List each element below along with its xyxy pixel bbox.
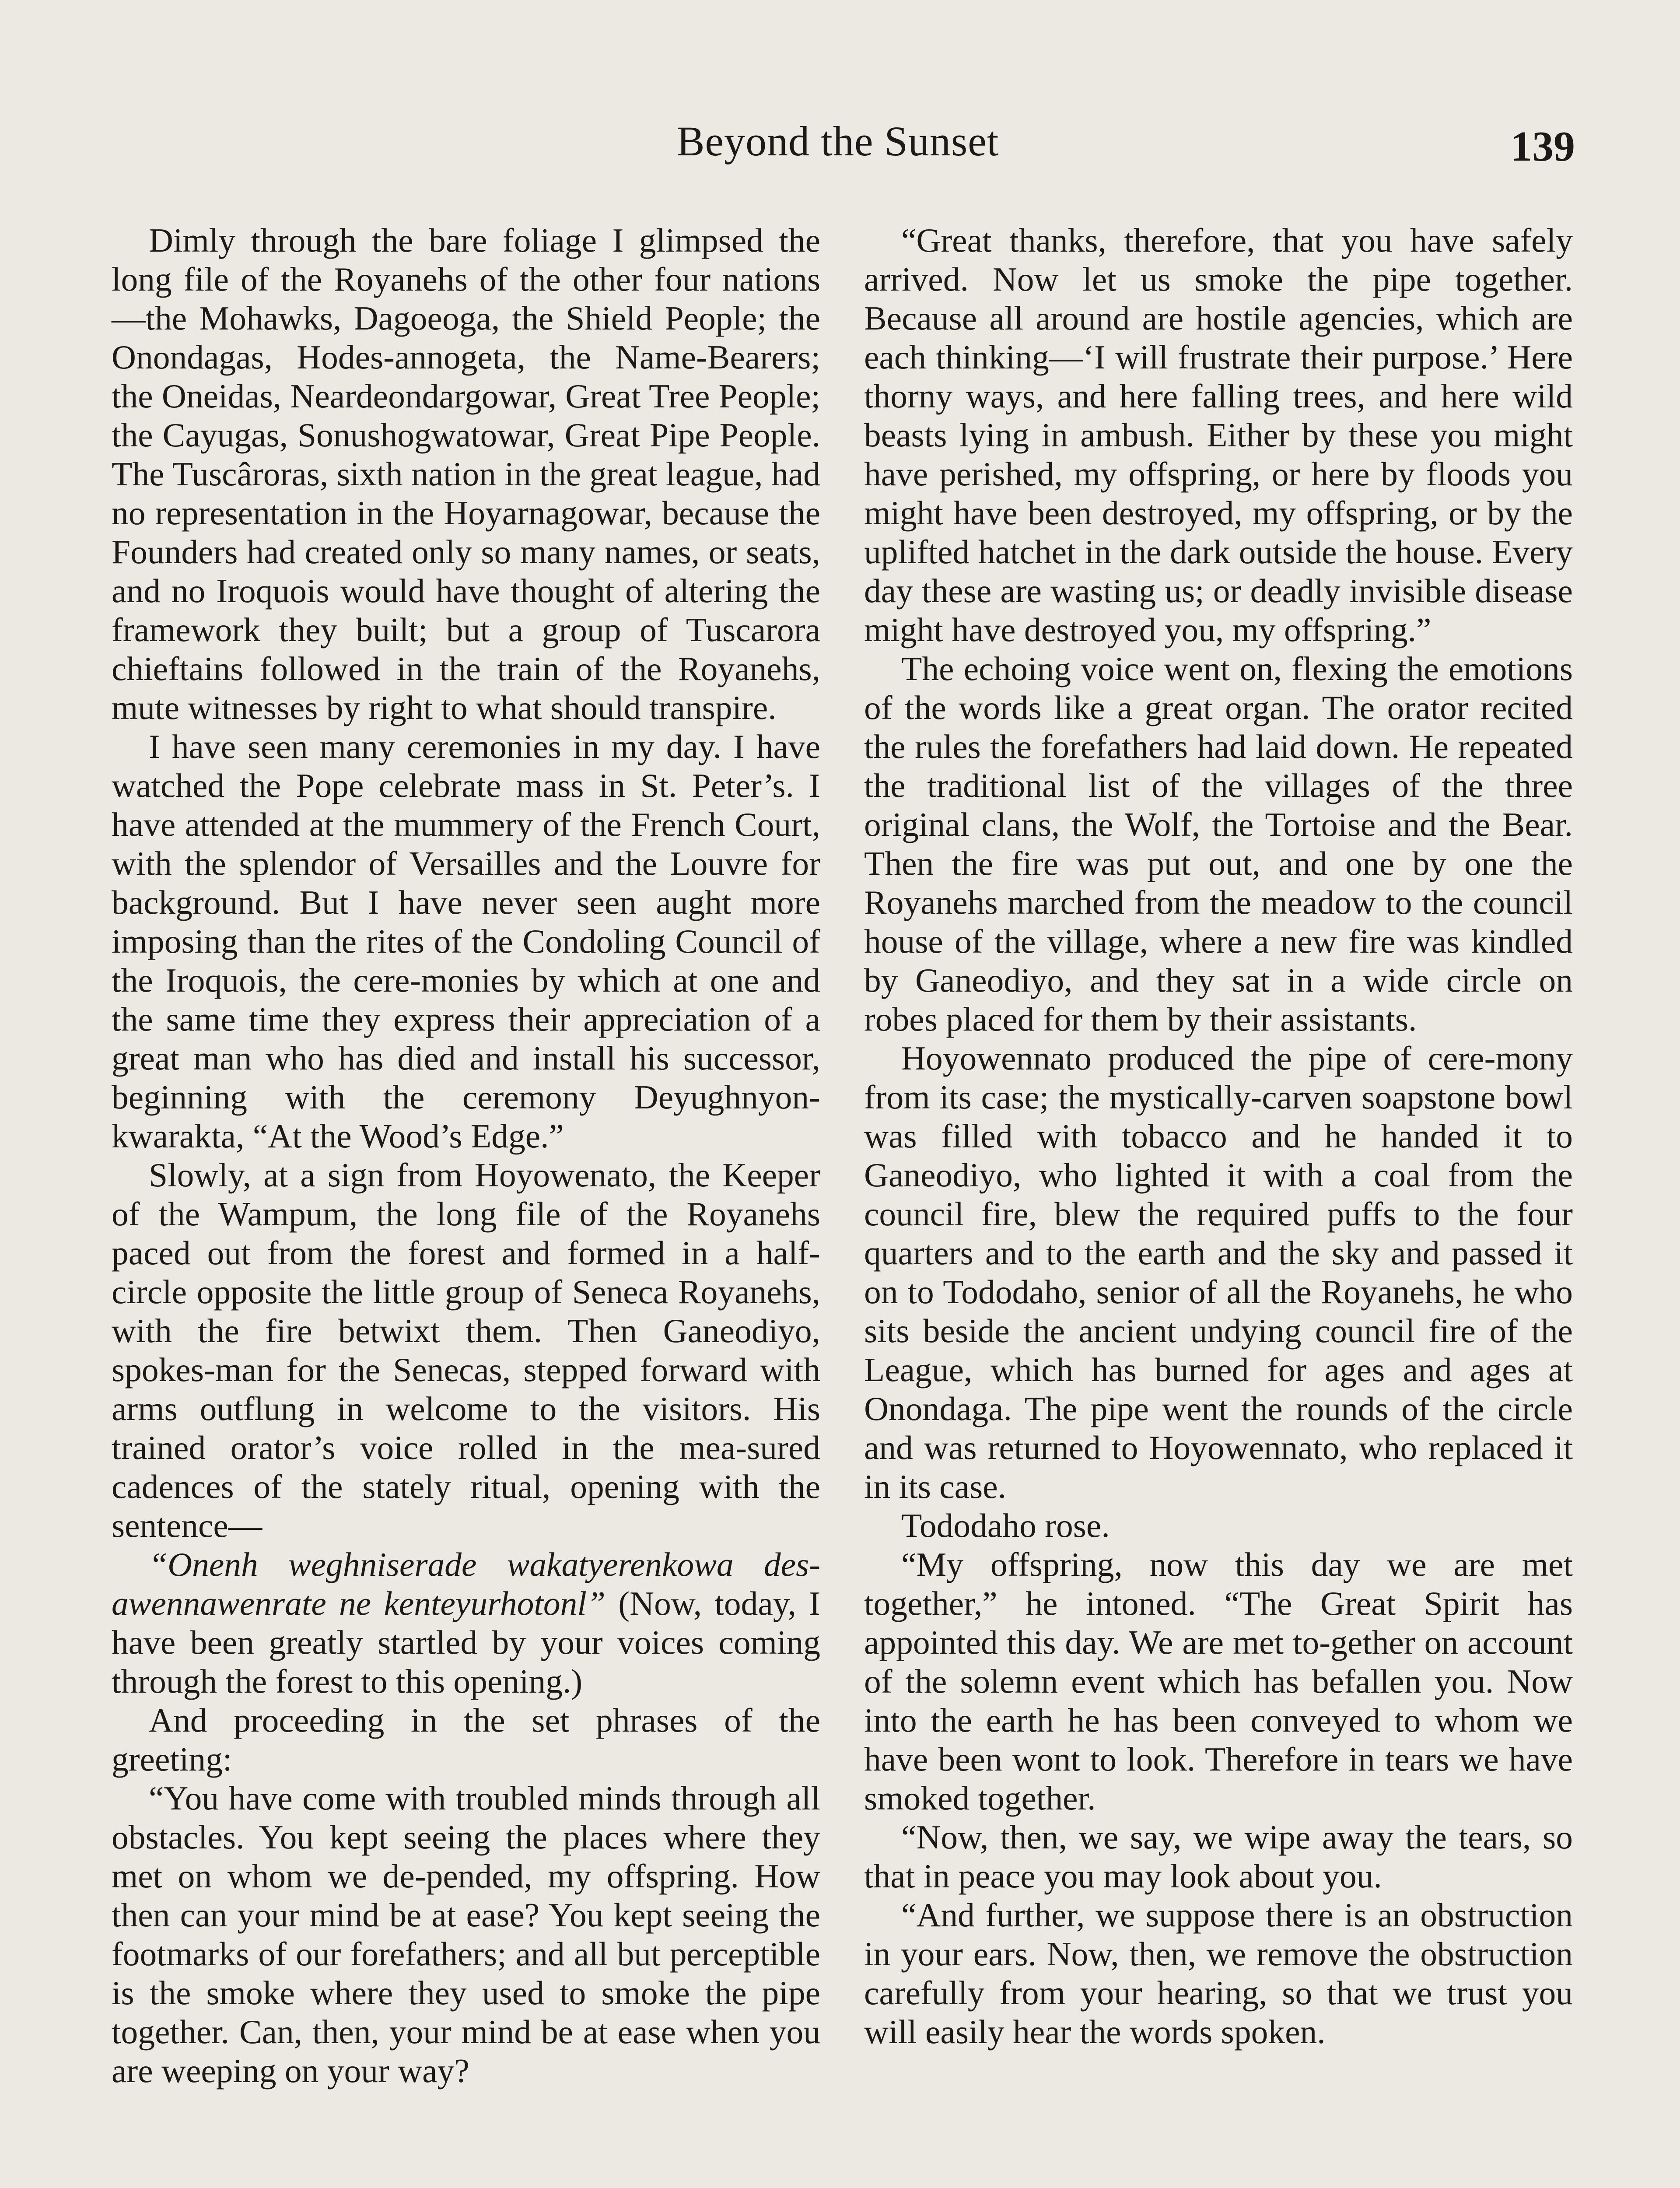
paragraph: “Great thanks, therefore, that you have safely arrived. Now let us smoke the pipe together. Because all around are hostile agencies, which are each thinking—‘I will frustrate their purpose.’ Here thorny ways, and here falling trees, and here wild beasts lying in ambush. Either by these you might have perished, my offspring, or here by floods you might have been destroyed, my offspring, or by the uplifted hatchet in the dark outside the house. Every day these are wasting us; or deadly invisible disease might have destroyed you, my offspring.” bbox=[864, 221, 1573, 649]
paragraph bbox=[112, 1545, 820, 1701]
paragraph: “Now, then, we say, we wipe away the tears, so that in peace you may look about you. bbox=[864, 1818, 1573, 1895]
running-title: Beyond the Sunset bbox=[676, 118, 999, 165]
quote-translation: (Now, today, I have been greatly startled by your voices coming through the forest to this opening.) bbox=[112, 1585, 821, 1700]
paragraph: And proceeding in the set phrases of the greeting: bbox=[112, 1701, 820, 1778]
paragraph: Hoyowennato produced the pipe of cere-mony from its case; the mystically-carven soapstone bowl was filled with tobacco and he handed it to Ganeodiyo, who lighted it with a coal from the council fire, blew the required puffs to the four quarters and to the earth and the sky and passed it on to Tododaho, senior of all the Royanehs, he who sits beside the ancient undying council fire of the League, which has burned for ages and ages at Onondaga. The pipe went the rounds of the circle and was returned to Hoyowennato, who replaced it in its case. bbox=[864, 1039, 1573, 1505]
paragraph: Slowly, at a sign from Hoyowenato, the Keeper of the Wampum, the long file of the Royanehs paced out from the forest and formed in a half-circle opposite the little group of Seneca Royanehs, with the fire betwixt them. Then Ganeodiyo, spokes-man for the Senecas, stepped forward with arms outflung in welcome to the visitors. His trained orator’s voice rolled in the mea-sured cadences of the stately ritual, opening with the sentence— bbox=[112, 1156, 820, 1544]
page-number: 139 bbox=[1511, 123, 1575, 170]
paragraph: I have seen many ceremonies in my day. I have watched the Pope celebrate mass in St. Peter’s. I have attended at the mummery of the French Court, with the splendor of Versailles and the Louvre for background. But I have never seen aught more imposing than the rites of the Condoling Council of the Iroquois, the cere-monies by which at one and the same time they express their appreciation of a great man who has died and install his successor, beginning with the ceremony Deyughnyon-kwarakta, “At the Wood’s Edge.” bbox=[112, 728, 820, 1155]
left-column bbox=[112, 221, 820, 2090]
right-column bbox=[864, 221, 1573, 2051]
paragraph: “You have come with troubled minds through all obstacles. You kept seeing the places where they met on whom we de-pended, my offspring. How then can your mind be at ease? You kept seeing the footmarks of our forefathers; and all but perceptible is the smoke where they used to smoke the pipe together. Can, then, your mind be at ease when you are weeping on your way? bbox=[112, 1779, 820, 2090]
iroquois-quote: “Onenh weghniserade wakatyerenkowa des-awennawenrate ne kenteyurhotonl” bbox=[112, 1546, 820, 1622]
paragraph: Dimly through the bare foliage I glimpsed the long file of the Royanehs of the other four nations—the Mohawks, Dagoeoga, the Shield People; the Onondagas, Hodes-annogeta, the Name-Bearers; the Oneidas, Neardeondargowar, Great Tree People; the Cayugas, Sonushogwatowar, Great Pipe People. The Tuscâroras, sixth nation in the great league, had no representation in the Hoyarnagowar, because the Founders had created only so many names, or seats, and no Iroquois would have thought of altering the framework they built; but a group of Tuscarora chieftains followed in the train of the Royanehs, mute witnesses by right to what should transpire. bbox=[112, 221, 820, 726]
paragraph: Tododaho rose. bbox=[901, 1507, 1110, 1544]
paragraph: The echoing voice went on, flexing the emotions of the words like a great organ. The orator recited the rules the forefathers had laid down. He repeated the traditional list of the villages of the three original clans, the Wolf, the Tortoise and the Bear. Then the fire was put out, and one by one the Royanehs marched from the meadow to the council house of the village, where a new fire was kindled by Ganeodiyo, and they sat in a wide circle on robes placed for them by their assistants. bbox=[864, 650, 1573, 1038]
paragraph: “My offspring, now this day we are met together,” he intoned. “The Great Spirit has appointed this day. We are met to-gether on account of the solemn event which has befallen you. Now into the earth he has been conveyed to whom we have been wont to look. Therefore in tears we have smoked together. bbox=[864, 1546, 1573, 1817]
paragraph: “And further, we suppose there is an obstruction in your ears. Now, then, we remove the obstruction carefully from your hearing, so that we trust you will easily hear the words spoken. bbox=[864, 1896, 1573, 2051]
